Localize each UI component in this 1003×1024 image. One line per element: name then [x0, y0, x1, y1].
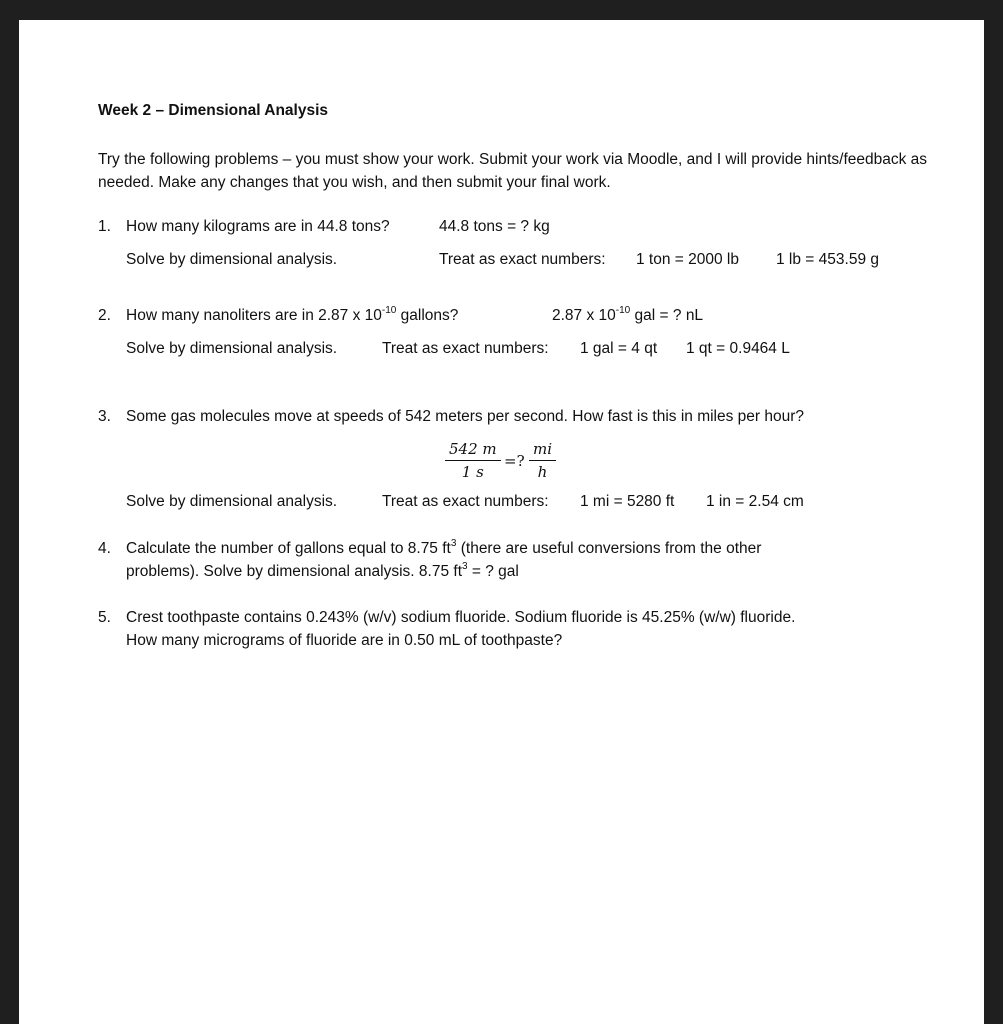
problem-2-exact-label: Treat as exact numbers: — [382, 340, 549, 357]
document-page — [19, 20, 984, 1024]
problem-2-number: 2. — [98, 307, 111, 324]
problem-5-line-1: Crest toothpaste contains 0.243% (w/v) sodium fluoride. Sodium fluoride is 45.25% (w/w) fluoride. — [126, 609, 796, 626]
problem-2-solve: Solve by dimensional analysis. — [126, 340, 338, 357]
page-title: Week 2 – Dimensional Analysis — [98, 102, 329, 119]
problem-3-conversion-1: 1 mi = 5280 ft — [580, 493, 675, 510]
problem-2-question: How many nanoliters are in 2.87 x $10^{-10}$ gallons? — [126, 305, 459, 324]
problem-1-question: How many kilograms are in 44.8 tons? — [126, 218, 390, 235]
problem-4-line-2: problems). Solve by dimensional analysis. 8.75 $ft^3$ = ? gal — [126, 561, 519, 580]
problem-1-number: 1. — [98, 218, 111, 235]
problem-1-setup: 44.8 tons = ? kg — [439, 218, 550, 235]
problem-1-exact-label: Treat as exact numbers: — [439, 251, 606, 268]
problem-2-conversion-1: 1 gal = 4 qt — [580, 340, 658, 357]
problem-4-line-1: Calculate the number of gallons equal to 8.75 $ft^3$ (there are useful conversions from the other — [126, 538, 762, 557]
fraction-denominator: 1 s — [461, 463, 484, 481]
problem-2-conversion-2: 1 qt = 0.9464 L — [686, 340, 790, 357]
problem-5-number: 5. — [98, 609, 111, 626]
fraction-denominator: h — [537, 463, 548, 481]
intro-paragraph: Try the following problems – you must show your work. Submit your work via Moodle, and I will provide hints/feedback as needed. Make any changes that you wish, and then submit your final work. — [98, 151, 928, 191]
problem-5-line-2: How many micrograms of fluoride are in 0.50 mL of toothpaste? — [126, 632, 563, 649]
problem-3-conversion-2: 1 in = 2.54 cm — [706, 493, 804, 510]
problem-3-solve: Solve by dimensional analysis. — [126, 493, 338, 510]
problem-3-exact-label: Treat as exact numbers: — [382, 493, 549, 510]
fraction-speed-given — [445, 440, 501, 481]
fraction-numerator: 542 m — [445, 440, 501, 461]
problem-1-conversion-1: 1 ton = 2000 lb — [636, 251, 739, 268]
problem-1-solve: Solve by dimensional analysis. — [126, 251, 338, 268]
problem-1-conversion-2: 1 lb = 453.59 g — [776, 251, 879, 268]
fraction-numerator: mi — [529, 440, 556, 461]
fraction-speed-target — [529, 440, 556, 481]
problem-3-question: Some gas molecules move at speeds of 542 meters per second. How fast is this in miles per hour? — [126, 408, 805, 425]
problem-3-number: 3. — [98, 408, 111, 425]
problem-4-number: 4. — [98, 540, 111, 557]
equals-unknown: =? — [504, 452, 525, 470]
problem-2-setup: 2.87 x $10^{-10}$ gal = ? nL — [552, 305, 704, 324]
